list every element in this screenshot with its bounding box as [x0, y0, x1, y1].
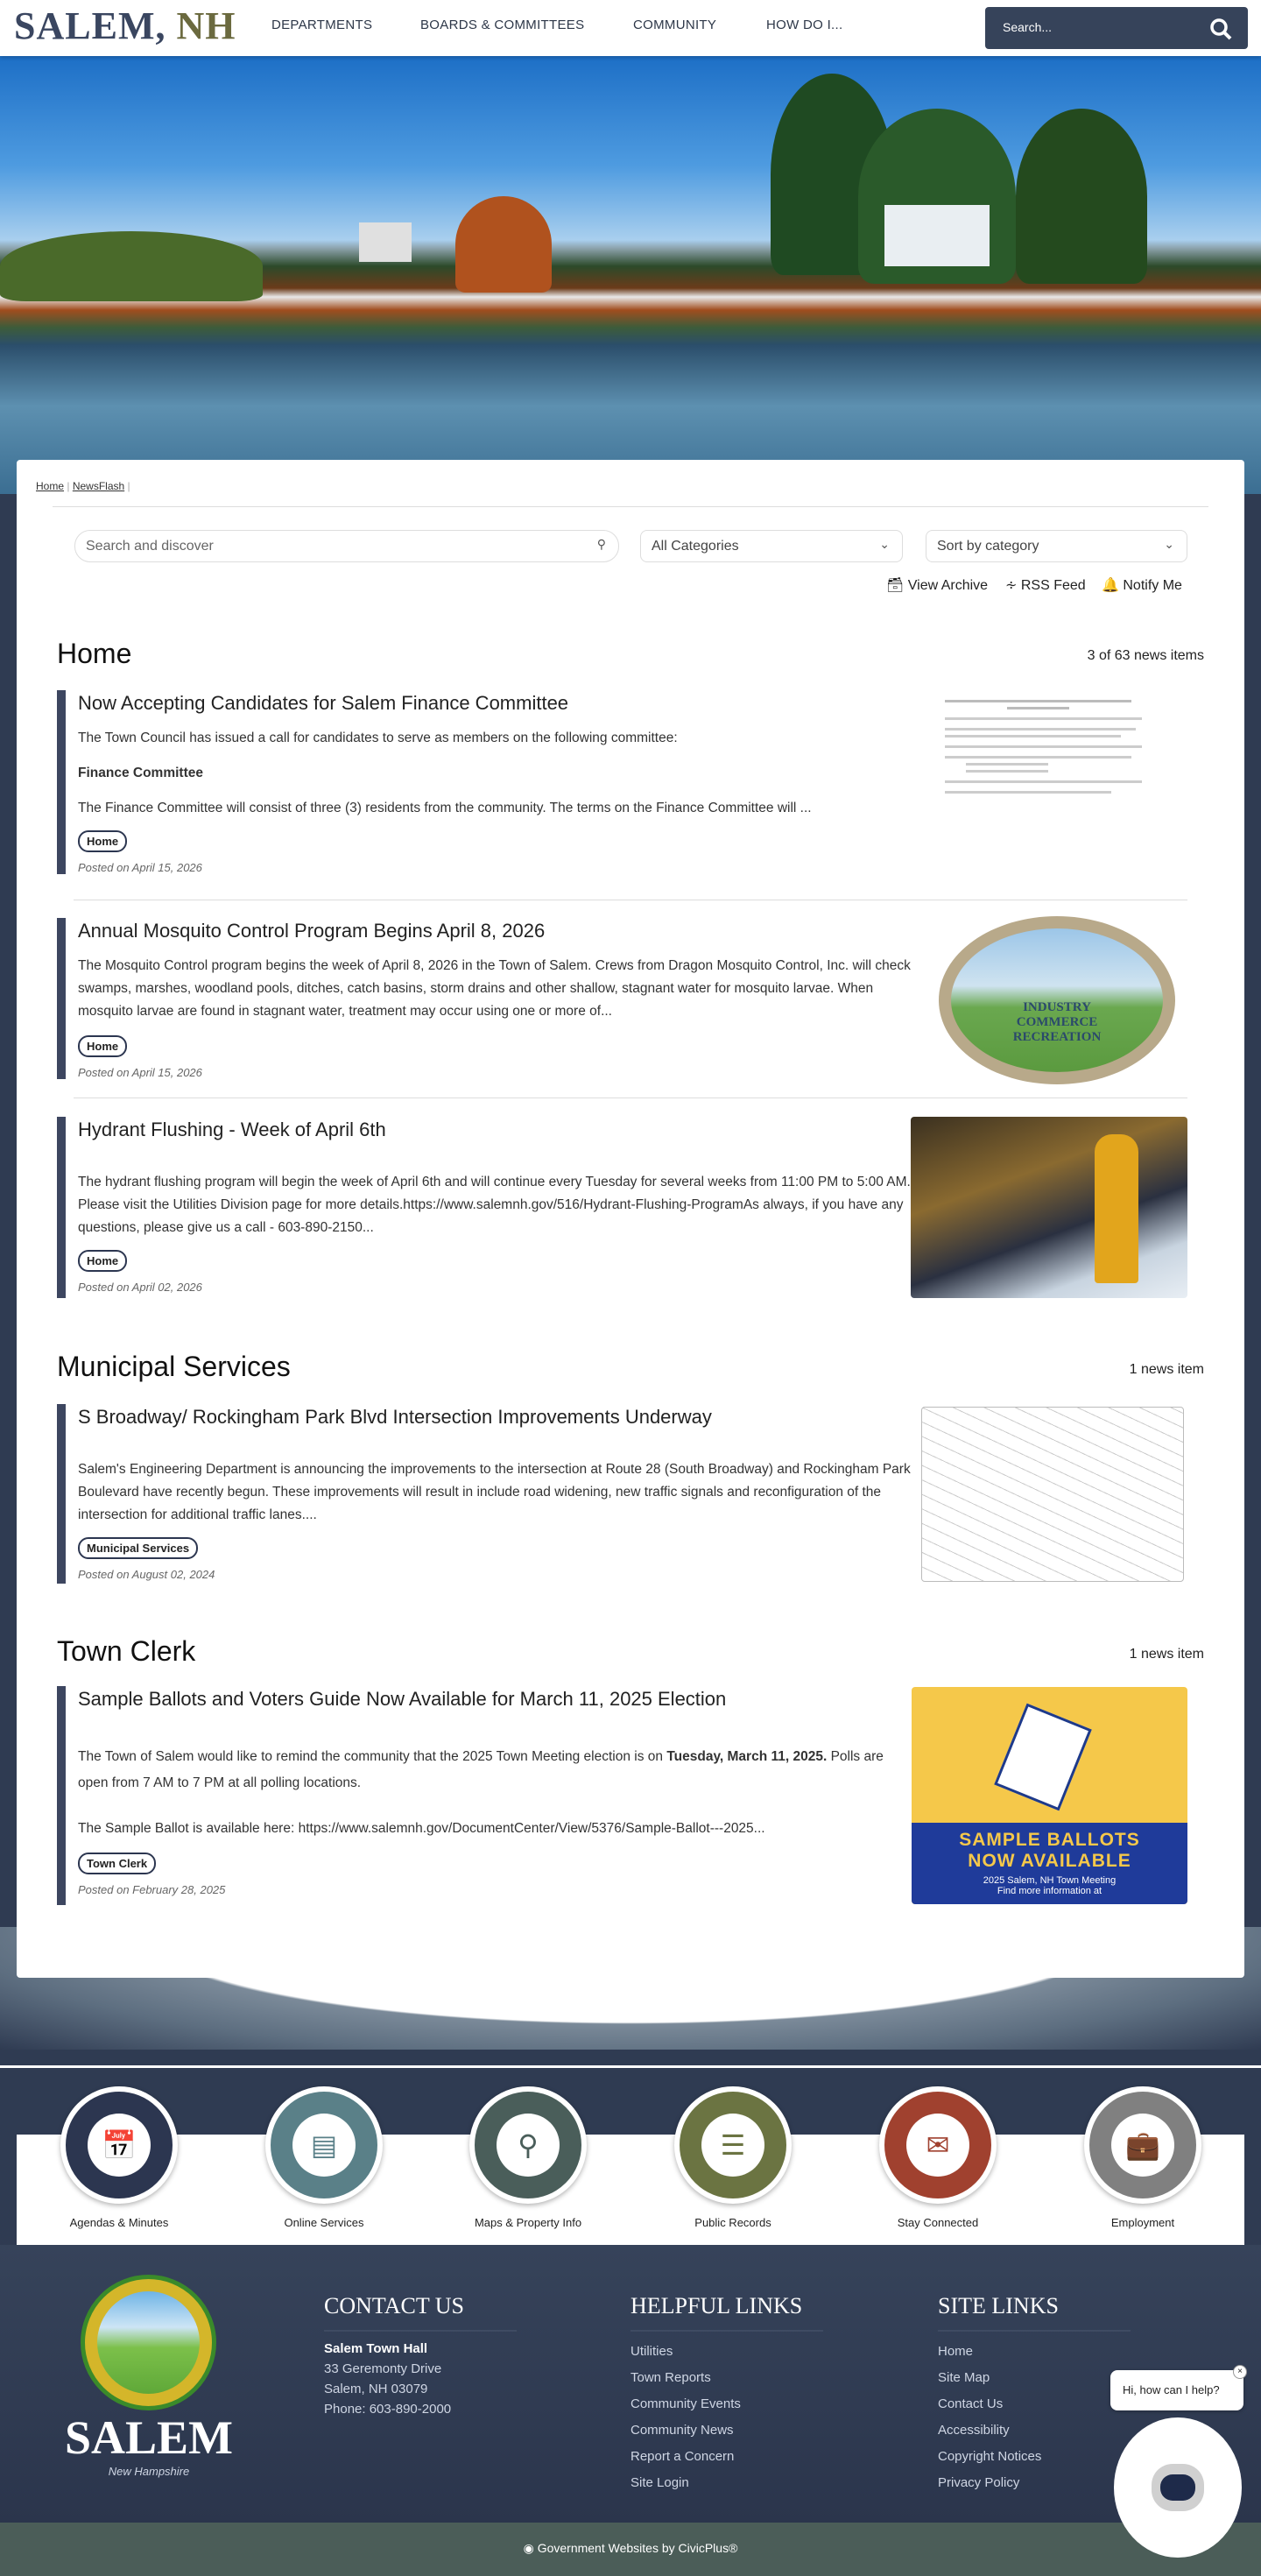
intersection-plan-thumbnail[interactable] [921, 1407, 1184, 1582]
news-item [57, 1404, 915, 1584]
news-title[interactable]: S Broadway/ Rockingham Park Blvd Intersection Improvements Underway [78, 1406, 712, 1428]
posted-date: Posted on April 15, 2026 [78, 1066, 202, 1079]
news-summary: The Mosquito Control program begins the week of April 8, 2026 in the Town of Salem. Crews from Dragon Mosquito Control, Inc. will check swamps, marshes, woodland pools, ditches, catch basins, storm drains and other shallow, stagnant water for mosquito larvae. When mosquito larvae are found in stagnant water, treatment may occur using one or more of... [78, 958, 911, 1019]
site-header [0, 0, 1261, 56]
news-item [57, 1117, 915, 1298]
graphic-text: Find more information at [997, 1886, 1102, 1896]
chat-icon: ✉ [906, 2114, 969, 2177]
section-count: 1 news item [1129, 1647, 1204, 1662]
archive-icon: 🗃 [886, 578, 905, 593]
news-summary: The hydrant flushing program will begin the week of April 6th and will continue every Tuesday for several weeks from 11:00 PM to 5:00 AM. Please visit the Utilities Division page for more details. [78, 1175, 911, 1212]
news-thumbnail-document[interactable] [941, 692, 1156, 850]
quick-link-maps-property-info[interactable] [467, 2086, 589, 2229]
news-summary: Salem's Engineering Department is announcing the improvements to the intersection at Route 28 (South Broadway) and Rockingham Park Boulevard have recently begun. These improvements will result in include road widening, new traffic signals and reconfiguration of the intersection for additional traffic lanes.... [78, 1462, 911, 1522]
footer-link[interactable]: Community News [630, 2423, 734, 2438]
bell-icon: 🔔 [1102, 578, 1119, 593]
news-search-input[interactable] [74, 530, 619, 562]
footer-link[interactable]: Privacy Policy [938, 2475, 1020, 2490]
section-count: 3 of 63 news items [1087, 648, 1204, 663]
quick-link-ring [1084, 2086, 1201, 2204]
civicplus-credit-bar [0, 2523, 1261, 2576]
chevron-down-icon: ⌄ [879, 537, 890, 551]
category-select[interactable] [640, 530, 903, 562]
notify-label: Notify Me [1123, 578, 1182, 593]
posted-date: Posted on April 15, 2026 [78, 861, 202, 874]
news-item [57, 1686, 915, 1905]
breadcrumb-home[interactable]: Home [36, 480, 65, 492]
document-icon: ☰ [701, 2114, 764, 2177]
quick-link-ring [60, 2086, 178, 2204]
quick-link-label: Public Records [694, 2216, 771, 2229]
quick-link-public-records[interactable] [672, 2086, 794, 2229]
quick-link-ring [469, 2086, 587, 2204]
quick-link-employment[interactable] [1081, 2086, 1204, 2229]
quick-link-online-services[interactable] [263, 2086, 385, 2229]
footer-link[interactable]: Town Reports [630, 2370, 711, 2385]
quick-link-label: Employment [1110, 2216, 1175, 2229]
site-links-list [938, 2339, 1041, 2496]
graphic-text: NOW AVAILABLE [968, 1851, 1131, 1871]
category-tag[interactable]: Home [78, 1250, 127, 1272]
contact-info [324, 2339, 451, 2419]
contact-name: Salem Town Hall [324, 2341, 428, 2356]
quick-links-band [17, 2135, 1244, 2245]
quick-link-label: Agendas & Minutes [69, 2216, 169, 2229]
posted-date: Posted on February 28, 2025 [78, 1883, 226, 1896]
news-item [57, 918, 915, 1079]
footer-link[interactable]: Site Map [938, 2370, 990, 2385]
election-date: Tuesday, March 11, 2025. [666, 1749, 828, 1764]
hydrant-photo[interactable] [911, 1117, 1187, 1298]
contact-address: 33 Geremonty Drive [324, 2361, 442, 2376]
news-title[interactable]: Annual Mosquito Control Program Begins April 8, 2026 [78, 920, 546, 942]
calendar-icon: 📅 [88, 2114, 151, 2177]
footer-logo-sub: New Hampshire [108, 2465, 190, 2478]
nav-boards-committees[interactable]: BOARDS & COMMITTEES [420, 18, 585, 32]
helpful-links-heading: HELPFUL LINKS [630, 2293, 823, 2332]
nav-community[interactable]: COMMUNITY [633, 18, 717, 32]
news-title[interactable]: Sample Ballots and Voters Guide Now Available for March 11, 2025 Election [78, 1688, 727, 1710]
footer-link[interactable]: Site Login [630, 2475, 689, 2490]
category-tag[interactable]: Municipal Services [78, 1537, 198, 1559]
quick-link-ring [879, 2086, 997, 2204]
news-summary: The Town of Salem would like to remind the community that the 2025 Town Meeting election is on [78, 1749, 667, 1764]
quick-link-ring [265, 2086, 383, 2204]
sort-value: Sort by category [937, 539, 1039, 554]
rss-feed-link[interactable] [1005, 576, 1086, 594]
search-icon[interactable]: ⚲ [596, 537, 606, 551]
posted-date: Posted on August 02, 2024 [78, 1568, 215, 1581]
sort-select[interactable] [926, 530, 1187, 562]
contact-city: Salem, NH 03079 [324, 2382, 428, 2396]
quick-link-stay-connected[interactable] [877, 2086, 999, 2229]
divider [53, 506, 1208, 507]
site-links-heading: SITE LINKS [938, 2293, 1131, 2332]
card-icon: ▤ [292, 2114, 356, 2177]
graphic-text: 2025 Salem, NH Town Meeting [983, 1875, 1117, 1886]
search-placeholder: Search and discover [86, 539, 214, 554]
posted-date: Posted on April 02, 2026 [78, 1281, 202, 1294]
chatbot-launcher[interactable] [1114, 2417, 1242, 2558]
quick-link-ring [674, 2086, 792, 2204]
footer-link[interactable]: Accessibility [938, 2423, 1010, 2438]
town-seal-logo [81, 2275, 216, 2410]
divider [74, 1097, 1187, 1098]
rss-icon: ∻ [1005, 578, 1018, 593]
nav-how-do-i[interactable]: HOW DO I... [766, 18, 843, 32]
quick-link-label: Online Services [284, 2216, 364, 2229]
footer-link[interactable]: Utilities [630, 2344, 673, 2359]
category-tag[interactable]: Home [78, 830, 127, 852]
footer-link[interactable]: Report a Concern [630, 2449, 735, 2464]
logo-accent: NH [176, 4, 236, 47]
sample-ballot-graphic[interactable] [912, 1687, 1187, 1904]
chevron-down-icon: ⌄ [1164, 537, 1174, 551]
footer-link[interactable]: Community Events [630, 2396, 741, 2411]
contact-phone[interactable]: Phone: 603-890-2000 [324, 2402, 452, 2417]
quick-link-label: Stay Connected [897, 2216, 979, 2229]
section-heading-home: Home [57, 638, 132, 669]
town-seal-thumbnail[interactable] [939, 916, 1175, 1084]
map-pin-icon: ⚲ [497, 2114, 560, 2177]
hero-image-lake [0, 56, 1261, 494]
quick-link-label: Maps & Property Info [474, 2216, 582, 2229]
notify-me-link[interactable] [1102, 576, 1182, 594]
search-placeholder: Search... [1003, 20, 1053, 34]
news-summary: The Town Council has issued a call for candidates to serve as members on the following committee: [78, 730, 678, 745]
section-heading-town-clerk: Town Clerk [57, 1635, 196, 1667]
site-search-input[interactable] [985, 7, 1248, 49]
chat-bubble-text: Hi, how can I help? [1123, 2383, 1220, 2396]
category-tag[interactable]: Home [78, 1035, 127, 1057]
seal-text: INDUSTRY COMMERCE RECREATION [951, 928, 1163, 1072]
footer-link[interactable]: Home [938, 2344, 974, 2359]
breadcrumb-newsflash[interactable]: NewsFlash [72, 480, 125, 492]
breadcrumb: Home | NewsFlash | [36, 480, 130, 492]
news-summary: Polls are open from 7 AM to 7 PM at all polling locations. [78, 1749, 884, 1790]
civicplus-credit-link[interactable]: Government Websites by CivicPlus® [537, 2541, 738, 2555]
category-value: All Categories [652, 539, 739, 554]
chat-bubble[interactable] [1110, 2367, 1243, 2410]
robot-icon [1152, 2464, 1204, 2511]
news-title[interactable]: Now Accepting Candidates for Salem Finance Committee [78, 692, 569, 714]
footer-link[interactable]: Copyright Notices [938, 2449, 1042, 2464]
contact-us-heading: CONTACT US [324, 2293, 517, 2332]
category-tag[interactable]: Town Clerk [78, 1853, 156, 1874]
news-summary: The Sample Ballot is available here: [78, 1821, 299, 1836]
news-summary-heading: Finance Committee [78, 766, 203, 780]
hydrant-program-link[interactable]: https://www.salemnh.gov/516/Hydrant-Flushing-Program [403, 1197, 743, 1212]
footer-logo-name: SALEM [64, 2411, 234, 2464]
quick-link-agendas-minutes[interactable] [58, 2086, 180, 2229]
logo-text: SALEM, [14, 4, 166, 47]
briefcase-icon: 💼 [1111, 2114, 1174, 2177]
section-heading-municipal-services: Municipal Services [57, 1351, 291, 1382]
news-summary: As always, if you have any questions, please give us a call - 603-890-2150... [78, 1197, 904, 1235]
archive-label: View Archive [907, 578, 989, 593]
news-title[interactable]: Hydrant Flushing - Week of April 6th [78, 1119, 386, 1140]
graphic-text: SAMPLE BALLOTS [959, 1830, 1140, 1850]
rss-label: RSS Feed [1020, 578, 1086, 593]
site-logo[interactable] [14, 4, 236, 48]
sample-ballot-link[interactable]: https://www.salemnh.gov/DocumentCenter/View/5376/Sample-Ballot---2025... [298, 1821, 765, 1836]
news-summary: The Finance Committee will consist of three (3) residents from the community. The terms on the Finance Committee will ... [78, 801, 812, 815]
news-item [57, 690, 915, 874]
section-count: 1 news item [1129, 1362, 1204, 1377]
civicplus-icon: ◉ [523, 2541, 534, 2555]
close-icon[interactable]: × [1233, 2365, 1247, 2379]
footer-link[interactable]: Contact Us [938, 2396, 1004, 2411]
search-icon[interactable] [1209, 18, 1232, 40]
helpful-links-list [630, 2339, 741, 2496]
nav-departments[interactable]: DEPARTMENTS [271, 18, 373, 32]
view-archive-link[interactable] [886, 576, 988, 594]
